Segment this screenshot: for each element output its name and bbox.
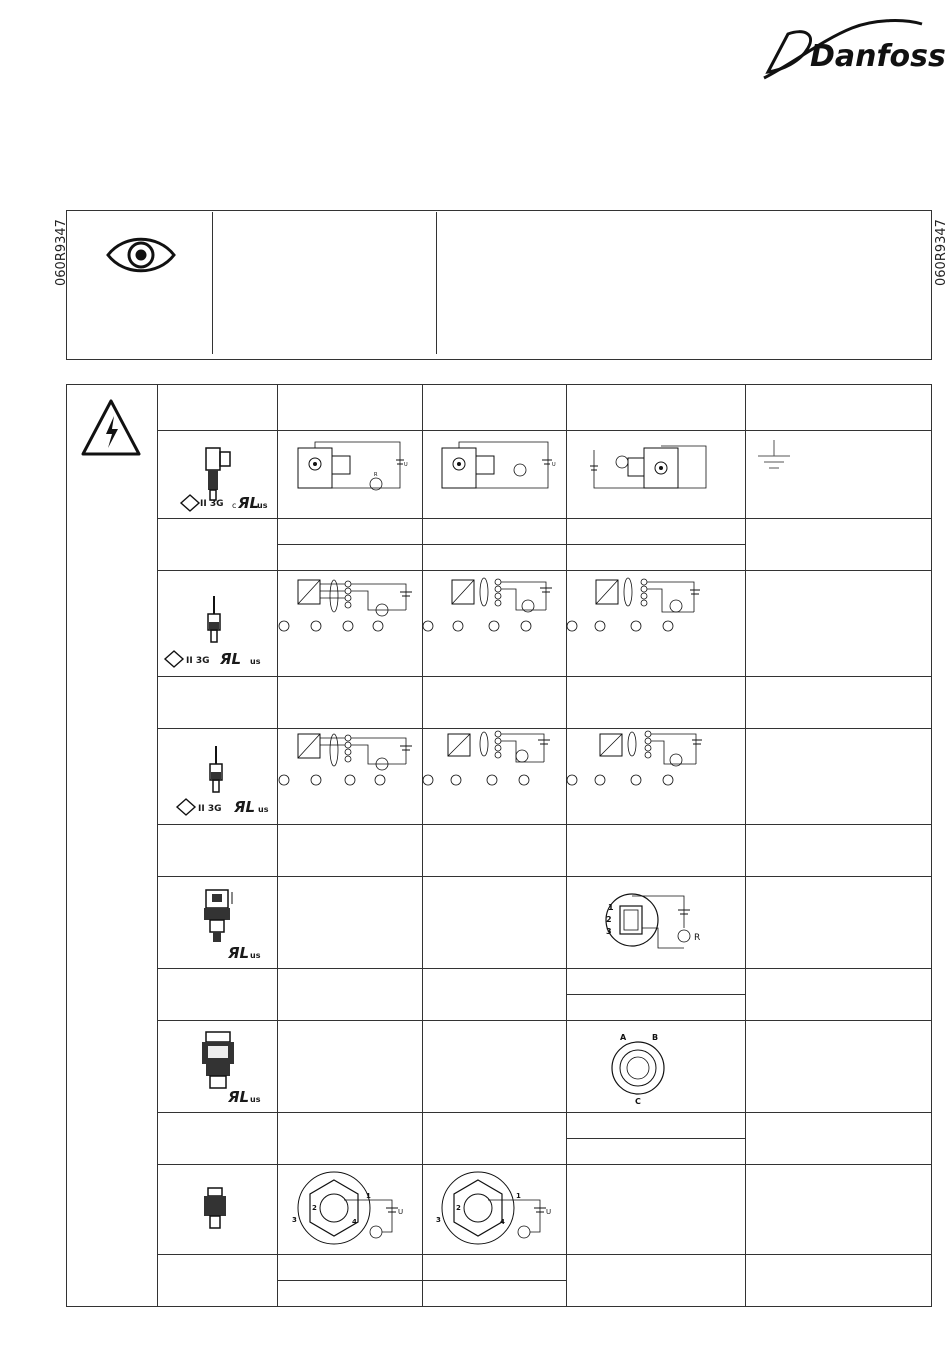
atex-ex-icon [176,798,196,816]
atex-group: II 3G [198,804,222,814]
ul-mark-icon: ЯL [228,944,250,962]
pin-label: 4 [352,1218,357,1226]
supply-symbol: U [546,1208,552,1216]
load-symbol: R [694,933,701,943]
pin-label: 3 [292,1216,297,1224]
svg-text:R: R [374,472,378,478]
danfoss-logo [752,14,946,90]
pin-label: 3 [436,1216,441,1224]
bayonet-connector-diagram [608,1030,698,1108]
certification-marks [180,494,280,514]
ul-right: us [250,951,261,960]
pin-letter: A [620,1033,627,1042]
certification-marks [176,798,276,818]
ul-mark-icon: ЯL [228,1088,250,1106]
packard-connector-diagram [598,888,708,960]
certification-marks [228,944,278,964]
svg-text:U: U [552,462,556,468]
pin-label: 2 [606,915,612,924]
ul-right: us [258,805,269,814]
certification-marks [164,650,264,670]
wiring-diagram [422,576,564,634]
certification-marks [228,1088,278,1108]
ul-mark-icon: ЯL [234,798,256,816]
wiring-diagram [428,440,560,506]
atex-ex-icon [164,650,184,668]
ul-mark-icon: ЯL [220,650,242,668]
info-frame [66,210,932,360]
pin-label: 2 [456,1204,461,1212]
info-divider [212,212,213,354]
atex-ex-icon [180,494,200,512]
cable-sensor-image [202,746,230,796]
ground-symbol-icon [756,440,792,474]
ul-right: us [257,501,268,510]
ul-right: us [250,657,261,666]
m12-sensor-image [200,1186,230,1232]
wiring-diagram [566,576,706,634]
wiring-diagram [422,730,564,788]
info-divider [436,212,437,354]
eye-icon [106,232,176,278]
wiring-diagram [278,730,420,788]
pin-label: 3 [606,927,612,936]
ul-left: c [232,501,237,510]
packard-sensor-image [198,888,238,946]
bayonet-sensor-image [196,1030,240,1092]
wiring-diagram [284,440,414,506]
wiring-diagram [566,730,706,788]
electric-shock-warning-icon [80,398,142,458]
pin-label: 1 [608,903,614,912]
pin-letter: B [652,1033,659,1042]
svg-text:U: U [404,462,408,468]
m12-connector-diagram [432,1168,556,1248]
m12-connector-diagram [288,1168,412,1248]
cable-sensor-image [200,596,228,646]
brand-name: Danfoss [810,39,946,74]
pin-label: 1 [366,1192,371,1200]
atex-group: II 3G [200,499,224,509]
pin-label: 4 [500,1218,505,1226]
pin-label: 2 [312,1204,317,1212]
wiring-diagram [278,576,420,634]
atex-group: II 3G [186,656,210,666]
ul-mark-icon: ЯL [238,494,260,512]
ul-right: us [250,1095,261,1104]
document-code-left: 060R9347 [54,219,69,286]
wiring-diagram [586,440,716,506]
pin-letter: C [635,1097,641,1106]
document-code-right: 060R9347 [934,219,949,286]
pin-label: 1 [516,1192,521,1200]
supply-symbol: U [398,1208,404,1216]
